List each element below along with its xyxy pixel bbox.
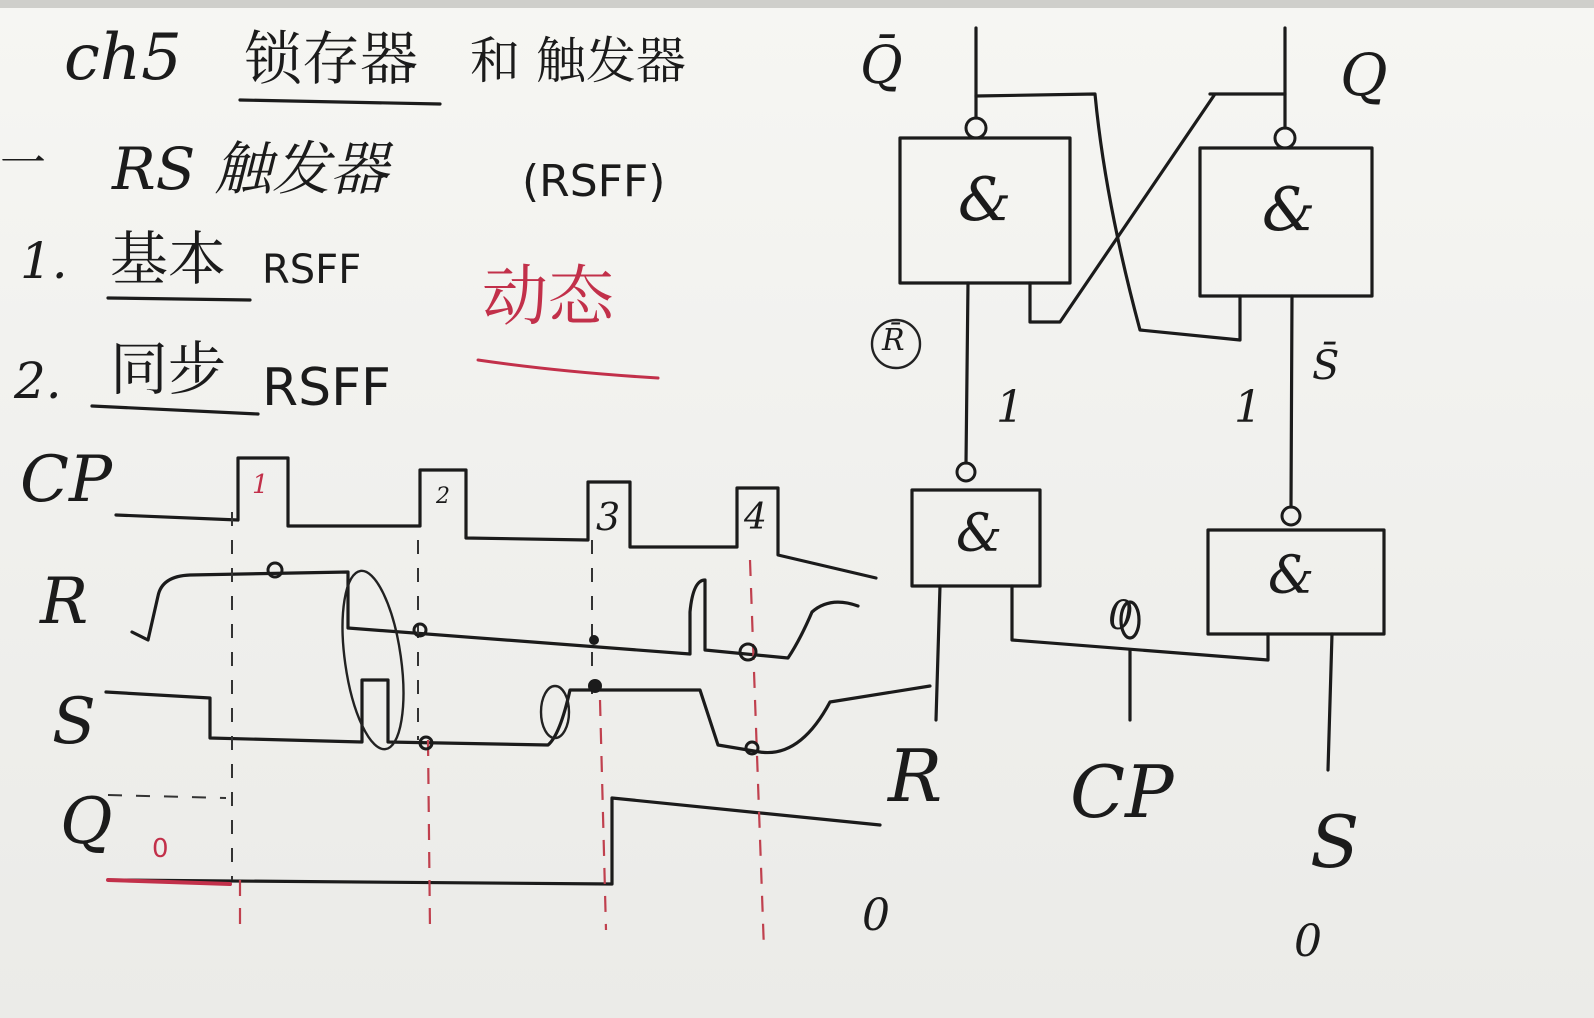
section-marker: 一 bbox=[0, 136, 46, 190]
upper-right-gate-output-bubble bbox=[1275, 128, 1295, 148]
q-waveform bbox=[108, 798, 880, 884]
list-item-1-number: 1. bbox=[20, 232, 68, 290]
lower-right-gate-output-bubble bbox=[1282, 507, 1300, 525]
title-topic-rest: 和 触发器 bbox=[470, 32, 686, 90]
r-bar-level: 1 bbox=[996, 382, 1024, 433]
lower-left-gate-output-bubble bbox=[957, 463, 975, 481]
list-item-2-number: 2. bbox=[14, 352, 62, 410]
cross-coupling-q-to-left bbox=[1030, 94, 1285, 322]
signal-label-s: S bbox=[52, 685, 96, 759]
signal-label-r: R bbox=[40, 565, 89, 639]
title-topic-underlined: 锁存器 bbox=[244, 25, 419, 93]
s-input-label: S bbox=[1310, 800, 1360, 884]
red-guide-2 bbox=[428, 740, 430, 930]
r-bar-label: R̄ bbox=[882, 323, 905, 358]
red-note: 动态 bbox=[482, 258, 614, 335]
s-bar-level: 1 bbox=[1234, 382, 1262, 433]
q-bar-output-label: Q̄ bbox=[860, 36, 903, 96]
list-item-2-underlined: 同步 bbox=[110, 335, 227, 403]
pulse-number-2: 2 bbox=[436, 484, 450, 509]
gate-symbol-lower-right: & bbox=[1268, 546, 1315, 606]
r-bar-line bbox=[966, 283, 968, 463]
pulse-number-1: 1 bbox=[252, 470, 269, 500]
sample-point-s3 bbox=[588, 679, 602, 693]
section-abbr: (RSFF) bbox=[522, 156, 666, 207]
signal-label-cp: CP bbox=[20, 443, 113, 517]
s-waveform bbox=[106, 680, 930, 753]
highlight-ellipse-pulse1 bbox=[333, 567, 414, 753]
gate-symbol-upper-left: & bbox=[958, 165, 1012, 235]
red-guide-3 bbox=[600, 700, 606, 930]
r-input-value: 0 bbox=[862, 890, 890, 941]
red-note-underline bbox=[478, 360, 658, 378]
cp-node-value: 0 bbox=[1108, 593, 1134, 639]
cp-input-label: CP bbox=[1070, 750, 1174, 834]
list-item-1-rest: RSFF bbox=[262, 247, 362, 293]
s-bar-line bbox=[1291, 296, 1292, 507]
list-item-2-rest: RSFF bbox=[262, 358, 391, 418]
chapter-label: ch5 bbox=[64, 21, 182, 95]
s-input-value: 0 bbox=[1294, 916, 1322, 967]
sample-point-r3 bbox=[589, 635, 599, 645]
list-item-1-underline bbox=[108, 298, 250, 300]
r-input-label: R bbox=[888, 734, 943, 818]
s-bar-label: S̄ bbox=[1312, 343, 1340, 389]
pulse-number-4: 4 bbox=[744, 497, 767, 538]
list-item-1-underlined: 基本 bbox=[110, 225, 227, 293]
section-name: RS 触发器 bbox=[112, 135, 388, 203]
upper-left-gate-output-bubble bbox=[966, 118, 986, 138]
pulse-number-3: 3 bbox=[596, 495, 621, 539]
r-input-line bbox=[936, 586, 940, 720]
q-high-reference-line bbox=[108, 795, 226, 798]
gate-symbol-lower-left: & bbox=[956, 504, 1003, 564]
list-item-2-underline bbox=[92, 406, 258, 414]
s-input-line bbox=[1328, 634, 1332, 770]
q-initial-value: 0 bbox=[152, 834, 169, 864]
signal-label-q: Q bbox=[60, 785, 113, 859]
title-underline bbox=[240, 100, 440, 104]
gate-symbol-upper-right: & bbox=[1262, 175, 1316, 245]
q-output-label: Q bbox=[1340, 41, 1388, 109]
